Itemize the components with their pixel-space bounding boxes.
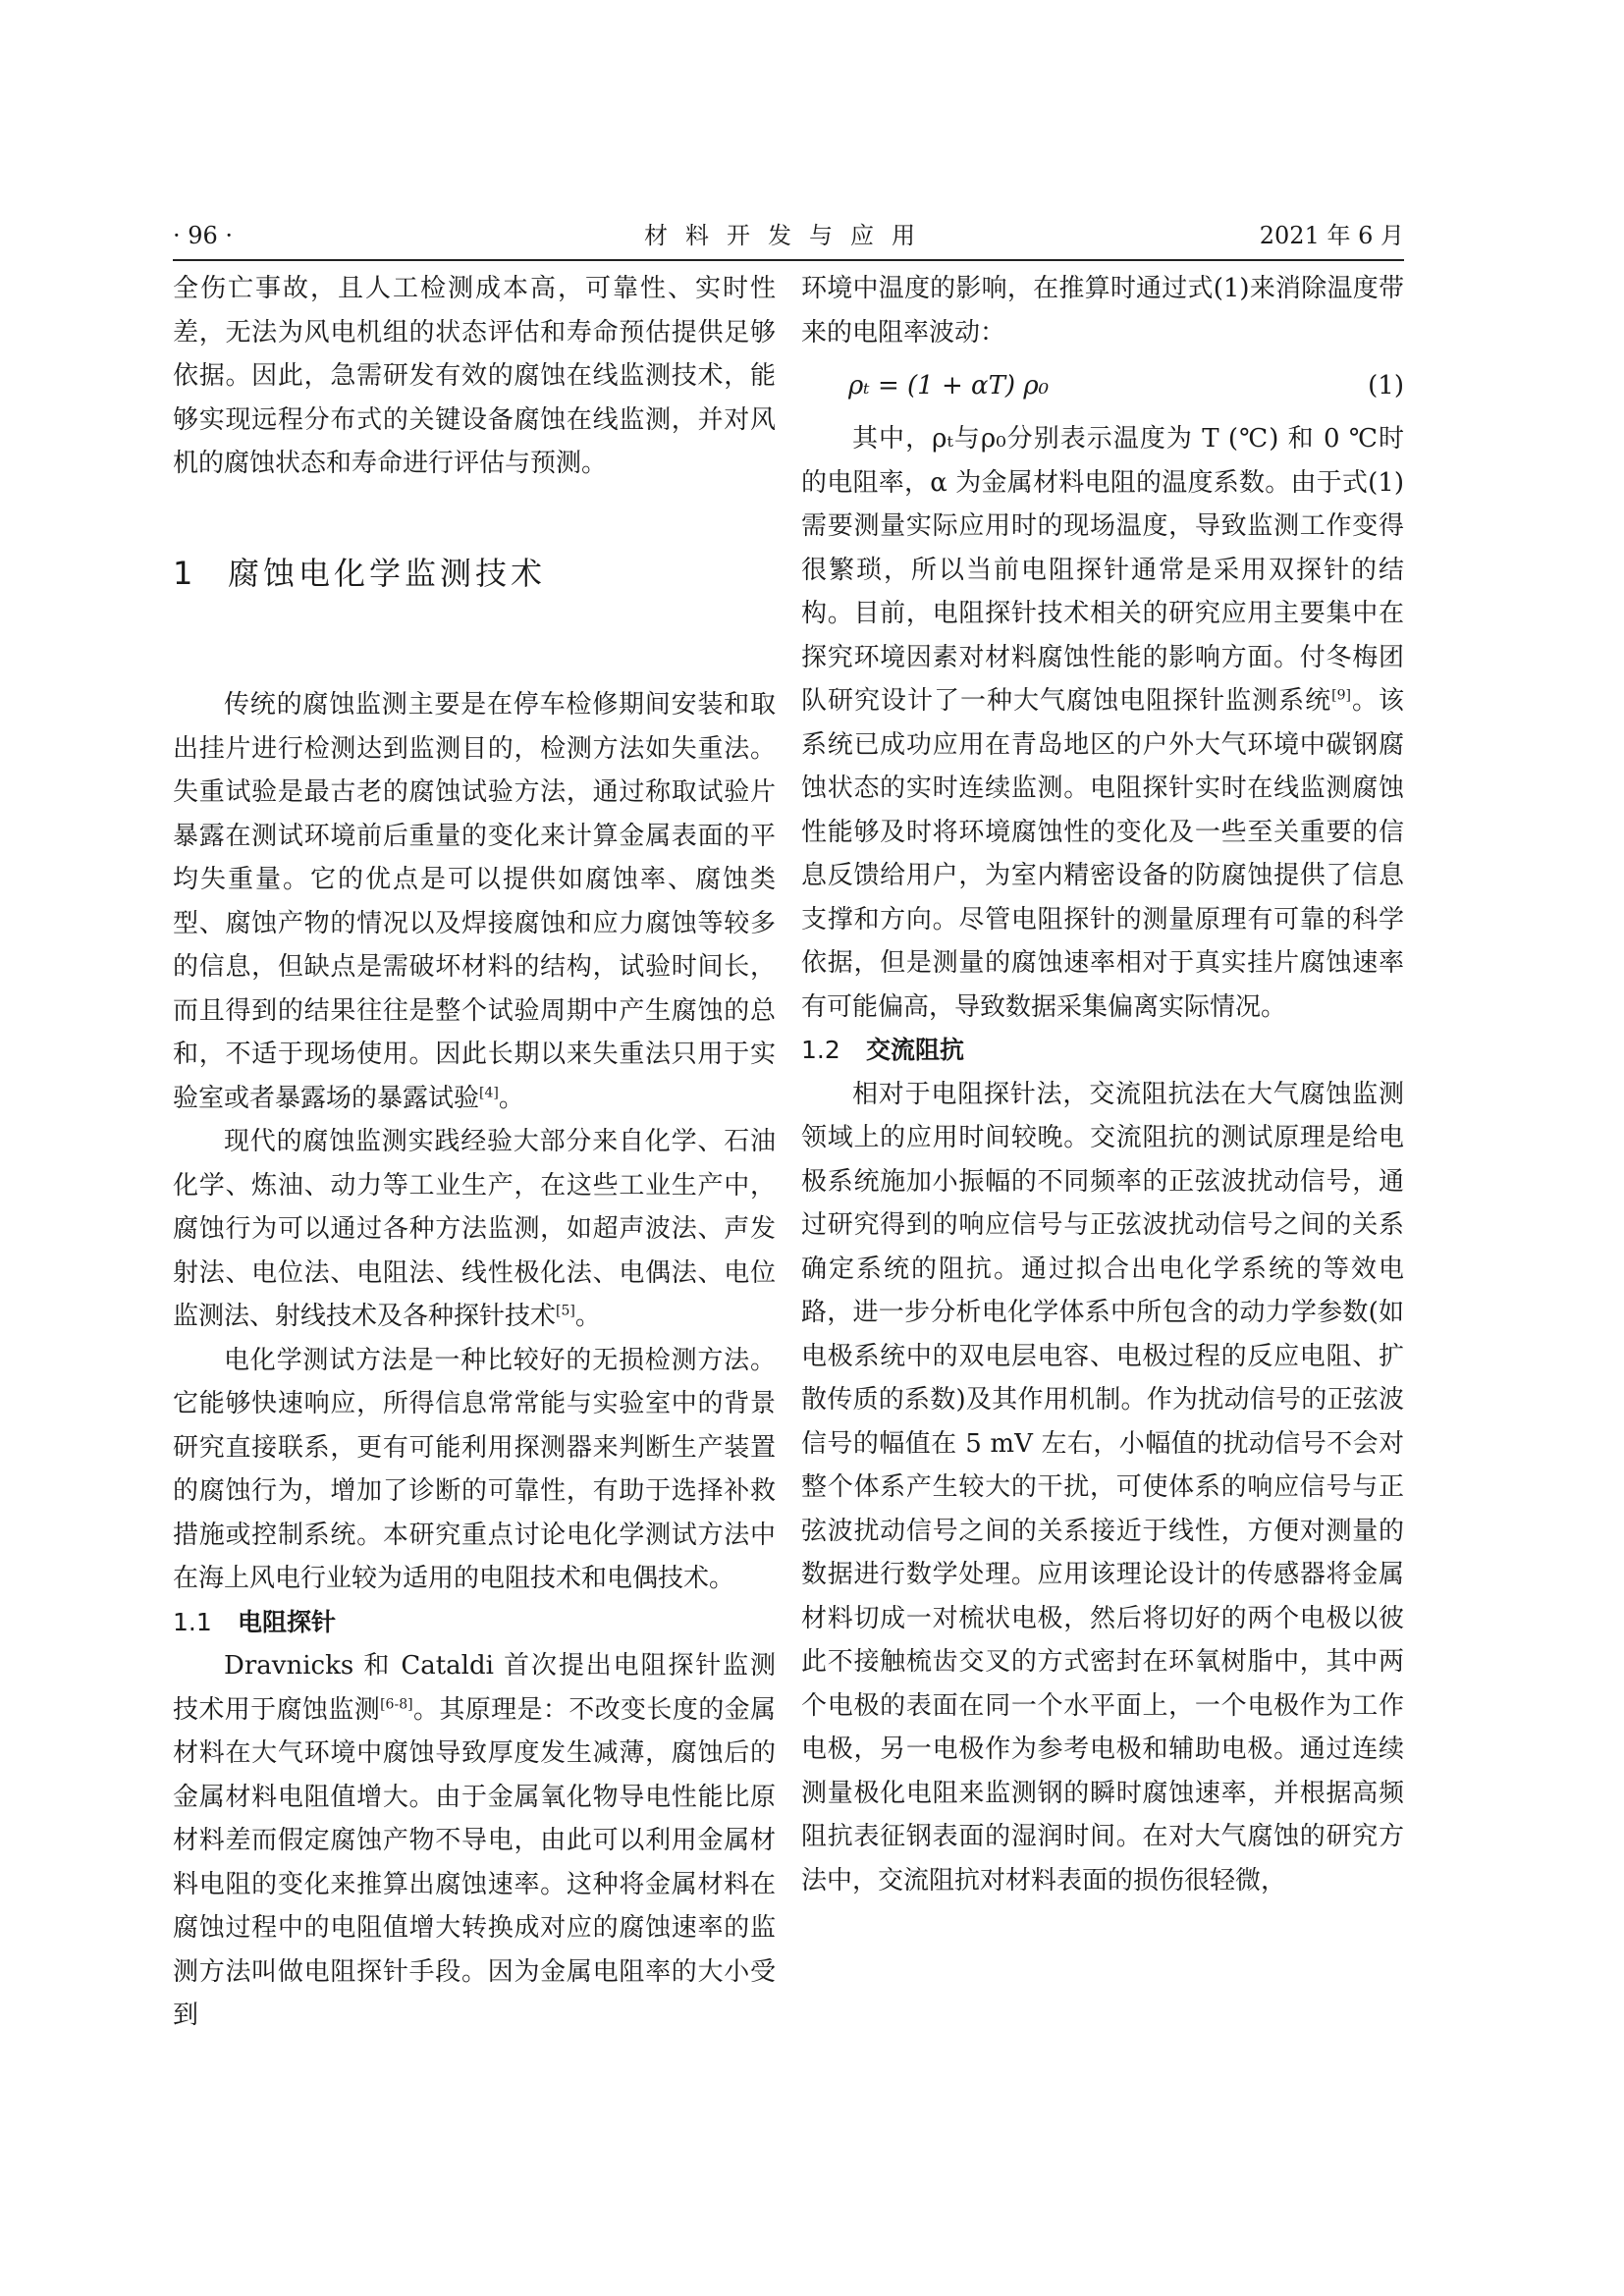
subsection-title: 电阻探针 bbox=[238, 1607, 337, 1636]
page-number: · 96 · bbox=[173, 222, 234, 249]
right-column bbox=[801, 267, 1404, 1902]
citation: [5] bbox=[556, 1303, 575, 1319]
section-1-heading bbox=[173, 552, 776, 596]
journal-title: 材料开发与应用 bbox=[644, 222, 933, 249]
citation: [9] bbox=[1331, 687, 1351, 704]
subsection-1-2-heading bbox=[801, 1029, 1404, 1073]
header-rule bbox=[173, 259, 1404, 261]
citation: [6-8] bbox=[380, 1695, 413, 1712]
intro-paragraph: 全伤亡事故，且人工检测成本高，可靠性、实时性差，无法为风电机组的状态评估和寿命预估提供足够依据。因此，急需研发有效的腐蚀在线监测技术，能够实现远程分布式的关键设备腐蚀在线监测，并对风机的腐蚀状态和寿命进行评估与预测。 bbox=[173, 274, 776, 478]
equation-expression: ρₜ = (1 + αT) ρ₀ bbox=[848, 371, 1050, 400]
running-header bbox=[173, 218, 1404, 253]
subsection-number: 1.2 bbox=[801, 1036, 840, 1064]
subsection-number: 1.1 bbox=[173, 1607, 212, 1636]
equation-1 bbox=[801, 354, 1404, 417]
issue-date: 2021 年 6 月 bbox=[1259, 222, 1404, 249]
citation: [4] bbox=[479, 1084, 499, 1100]
subsection-title: 交流阻抗 bbox=[866, 1036, 965, 1064]
paragraph-ac-impedance: 相对于电阻探针法，交流阻抗法在大气腐蚀监测领域上的应用时间较晚。交流阻抗的测试原理是给电极系统施加小振幅的不同频率的正弦波扰动信号，通过研究得到的响应信号与正弦波扰动信号之间的关系确定系统的阻抗。通过拟合出电化学系统的等效电路，进一步分析电化学体系中所包含的动力学参数(如电极系统中的双电层电容、电极过程的反应电阻、扩散传质的系数)及其作用机制。作为扰动信号的正弦波信号的幅值在 5 mV 左右，小幅值的扰动信号不会对整个体系产生较大的干扰，可使体系的响应信号与正弦波扰动信号之间的关系接近于线性，方便对测量的数据进行数学处理。应用该理论设计的传感器将金属材料切成一对梳状电极，然后将切好的两个电极以彼此不接触梳齿交叉的方式密封在环氧树脂中，其中两个电极的表面在同一个水平面上，一个电极作为工作电极，另一电极作为参考电极和辅助电极。通过连续测量极化电阻来监测钢的瞬时腐蚀速率，并根据高频阻抗表征钢表面的湿润时间。在对大气腐蚀的研究方法中，交流阻抗对材料表面的损伤很轻微， bbox=[801, 1079, 1404, 1896]
section-number: 1 bbox=[173, 554, 193, 592]
paragraph-resistance-probe: Dravnicks 和 Cataldi 首次提出电阻探针监测技术用于腐蚀监测[6-8]。其原理是：不改变长度的金属材料在大气环境中腐蚀导致厚度发生减薄，腐蚀后的金属材料电阻值增大。由于金属氧化物导电性能比原材料差而假定腐蚀产物不导电，由此可以利用金属材料电阻的变化来推算出腐蚀速率。这种将金属材料在腐蚀过程中的电阻值增大转换成对应的腐蚀速率的监测方法叫做电阻探针手段。因为金属电阻率的大小受到 bbox=[173, 1651, 776, 2030]
paragraph-resistivity: 其中，ρₜ与ρ₀分别表示温度为 T (℃) 和 0 ℃时的电阻率，α 为金属材料电阻的温度系数。由于式(1)需要测量实际应用时的现场温度，导致监测工作变得很繁琐，所以当前电阻探针通常是采用双探针的结构。目前，电阻探针技术相关的研究应用主要集中在探究环境因素对材料腐蚀性能的影响方面。付冬梅团队研究设计了一种大气腐蚀电阻探针监测系统[9]。该系统已成功应用在青岛地区的户外大气环境中碳钢腐蚀状态的实时连续监测。电阻探针实时在线监测腐蚀性能够及时将环境腐蚀性的变化及一些至关重要的信息反馈给用户，为室内精密设备的防腐蚀提供了信息支撑和方向。尽管电阻探针的测量原理有可靠的科学依据，但是测量的腐蚀速率相对于真实挂片腐蚀速率有可能偏高，导致数据采集偏离实际情况。 bbox=[801, 424, 1404, 1022]
paragraph-temperature: 环境中温度的影响，在推算时通过式(1)来消除温度带来的电阻率波动： bbox=[801, 274, 1404, 347]
equation-number: (1) bbox=[1368, 371, 1404, 400]
subsection-1-1-heading bbox=[173, 1601, 776, 1645]
paragraph-electrochemical: 电化学测试方法是一种比较好的无损检测方法。它能够快速响应，所得信息常常能与实验室中的背景研究直接联系，更有可能利用探测器来判断生产装置的腐蚀行为，增加了诊断的可靠性，有助于选择补救措施或控制系统。本研究重点讨论电化学测试方法中在海上风电行业较为适用的电阻技术和电偶技术。 bbox=[173, 1345, 776, 1593]
left-column bbox=[173, 267, 776, 2038]
paragraph-weight-loss: 传统的腐蚀监测主要是在停车检修期间安装和取出挂片进行检测达到监测目的，检测方法如失重法。失重试验是最古老的腐蚀试验方法，通过称取试验片暴露在测试环境前后重量的变化来计算金属表面的平均失重量。它的优点是可以提供如腐蚀率、腐蚀类型、腐蚀产物的情况以及焊接腐蚀和应力腐蚀等较多的信息，但缺点是需破坏材料的结构，试验时间长，而且得到的结果往往是整个试验周期中产生腐蚀的总和，不适于现场使用。因此长期以来失重法只用于实验室或者暴露场的暴露试验[4]。 bbox=[173, 690, 776, 1113]
paragraph-modern-monitoring: 现代的腐蚀监测实践经验大部分来自化学、石油化学、炼油、动力等工业生产，在这些工业生产中，腐蚀行为可以通过各种方法监测，如超声波法、声发射法、电位法、电阻法、线性极化法、电偶法、电位监测法、射线技术及各种探针技术[5]。 bbox=[173, 1127, 776, 1331]
section-title: 腐蚀电化学监测技术 bbox=[228, 554, 547, 592]
